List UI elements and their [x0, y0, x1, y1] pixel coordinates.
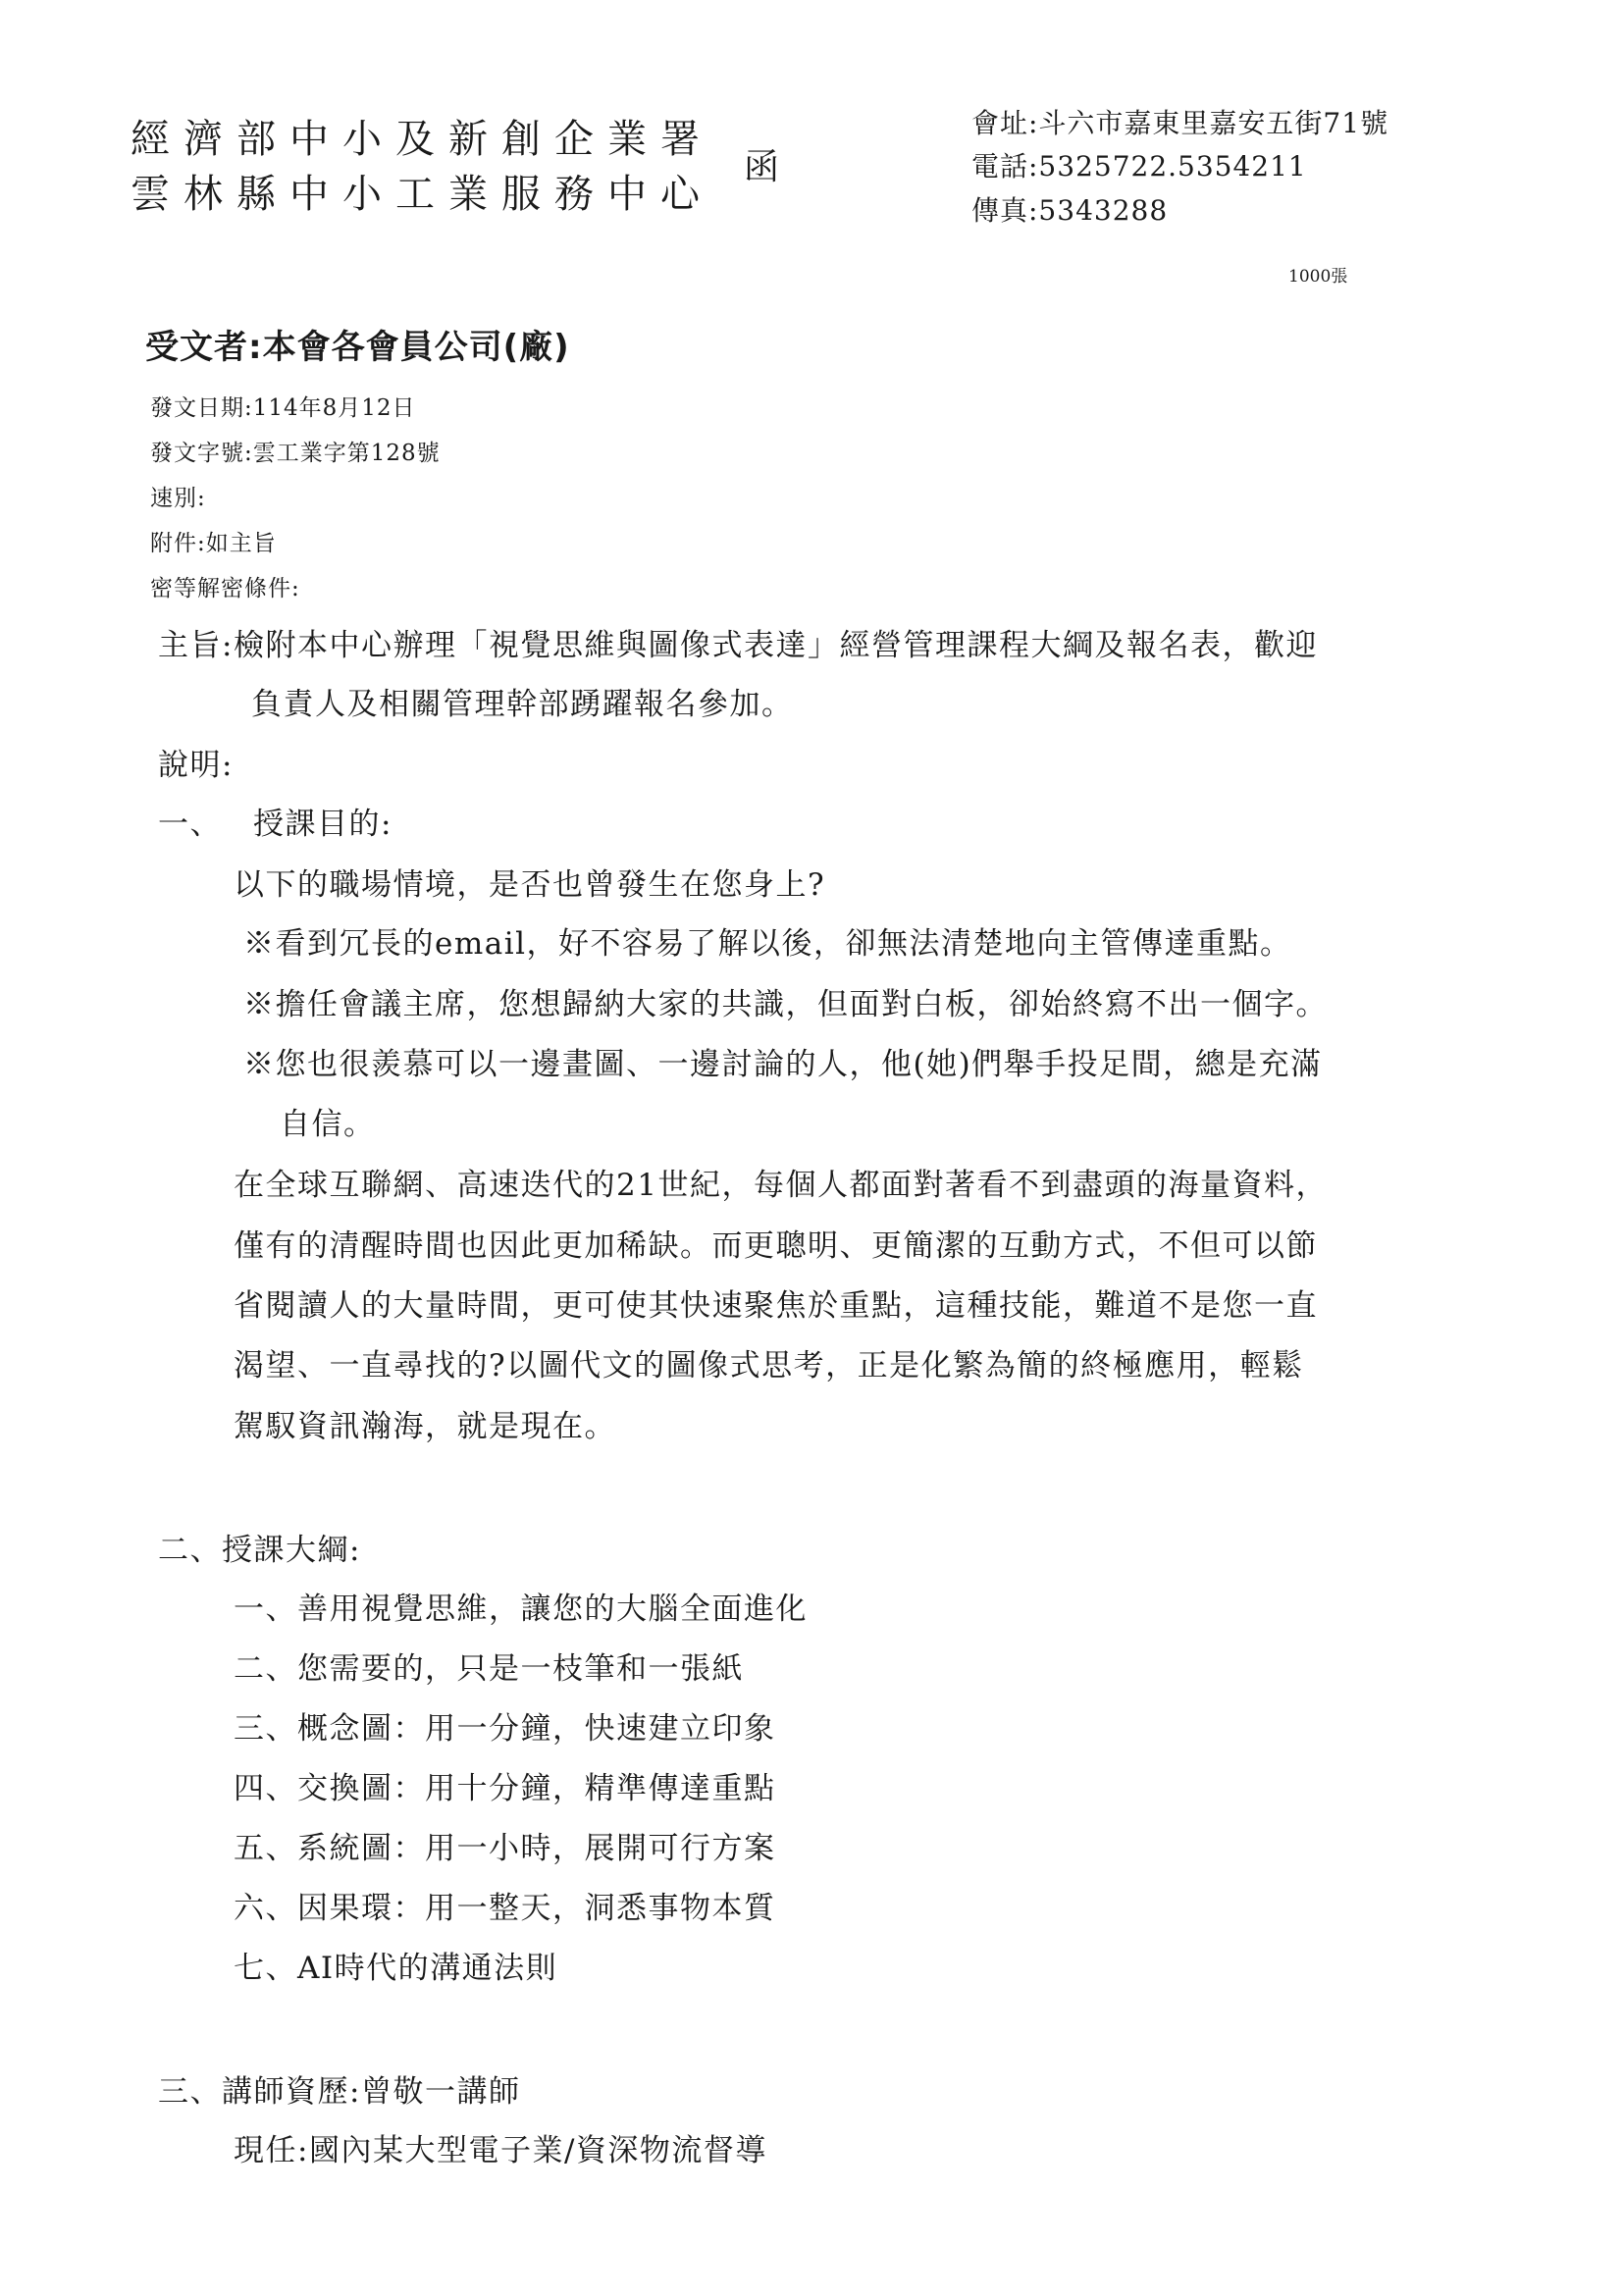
- org-name-line2: 雲林縣中小工業服務中心: [131, 172, 713, 217]
- issue-date: 發文日期:114年8月12日: [150, 395, 416, 421]
- outline-item: 一、善用視覺思維，讓您的大腦全面進化: [234, 1592, 808, 1627]
- delivery-speed: 速別:: [150, 486, 206, 511]
- section1-paragraph-line4: 渴望、一直尋找的?以圖代文的圖像式思考，正是化繁為簡的終極應用，輕鬆: [234, 1348, 1304, 1383]
- explanation-label: 說明:: [158, 748, 234, 783]
- document-number: 發文字號:雲工業字第128號: [150, 441, 441, 466]
- secrecy-condition: 密等解密條件:: [150, 576, 300, 601]
- contact-fax: 傳真:5343288: [971, 194, 1169, 227]
- outline-item: 三、概念圖：用一分鐘，快速建立印象: [234, 1711, 776, 1747]
- section1-number: 一、: [158, 807, 222, 842]
- section3-heading: 三、講師資歷:曾敬一講師: [158, 2074, 521, 2110]
- contact-phone: 電話:5325722.5354211: [971, 150, 1307, 183]
- section1-bullet-3: ※您也很羨慕可以一邊畫圖、一邊討論的人，他(她)們舉手投足間，總是充滿: [243, 1047, 1323, 1082]
- section1-paragraph-line3: 省閱讀人的大量時間，更可使其快速聚焦於重點，這種技能，難道不是您一直: [234, 1288, 1318, 1324]
- section1-paragraph-line1: 在全球互聯網、高速迭代的21世紀，每個人都面對著看不到盡頭的海量資料，: [234, 1168, 1328, 1203]
- document-type: 函: [744, 147, 780, 187]
- subject-line2: 負責人及相關管理幹部踴躍報名參加。: [251, 687, 794, 722]
- contact-address: 會址:斗六市嘉東里嘉安五街71號: [971, 107, 1389, 139]
- section1-bullet-1: ※看到冗長的email，好不容易了解以後，卻無法清楚地向主管傳達重點。: [243, 926, 1292, 962]
- section1-paragraph-line2: 僅有的清醒時間也因此更加稀缺。而更聰明、更簡潔的互動方式，不但可以節: [234, 1228, 1318, 1264]
- outline-item: 六、因果環：用一整天，洞悉事物本質: [234, 1891, 776, 1926]
- subject-line1: 主旨:檢附本中心辦理「視覺思維與圖像式表達」經營管理課程大綱及報名表，歡迎: [158, 628, 1318, 663]
- org-name-line1: 經濟部中小及新創企業署: [131, 117, 713, 162]
- section1-bullet-3-continued: 自信。: [280, 1107, 376, 1142]
- section1-intro: 以下的職場情境，是否也曾發生在您身上?: [234, 867, 826, 903]
- instructor-current-position: 現任:國內某大型電子業/資深物流督導: [234, 2133, 767, 2168]
- section1-paragraph-line5: 駕馭資訊瀚海，就是現在。: [234, 1409, 616, 1444]
- outline-item: 七、AI時代的溝通法則: [234, 1951, 558, 1986]
- outline-item: 四、交換圖：用十分鐘，精準傳達重點: [234, 1771, 776, 1806]
- outline-item: 二、您需要的，只是一枝筆和一張紙: [234, 1651, 744, 1687]
- section2-heading: 二、授課大綱:: [158, 1533, 361, 1568]
- recipient: 受文者:本會各會員公司(廠): [145, 328, 570, 367]
- copies-count: 1000張: [1288, 267, 1348, 287]
- attachment: 附件:如主旨: [150, 531, 277, 556]
- section1-heading: 授課目的:: [253, 807, 393, 842]
- outline-item: 五、系統圖：用一小時，展開可行方案: [234, 1831, 776, 1866]
- section1-bullet-2: ※擔任會議主席，您想歸納大家的共識，但面對白板，卻始終寫不出一個字。: [243, 987, 1328, 1022]
